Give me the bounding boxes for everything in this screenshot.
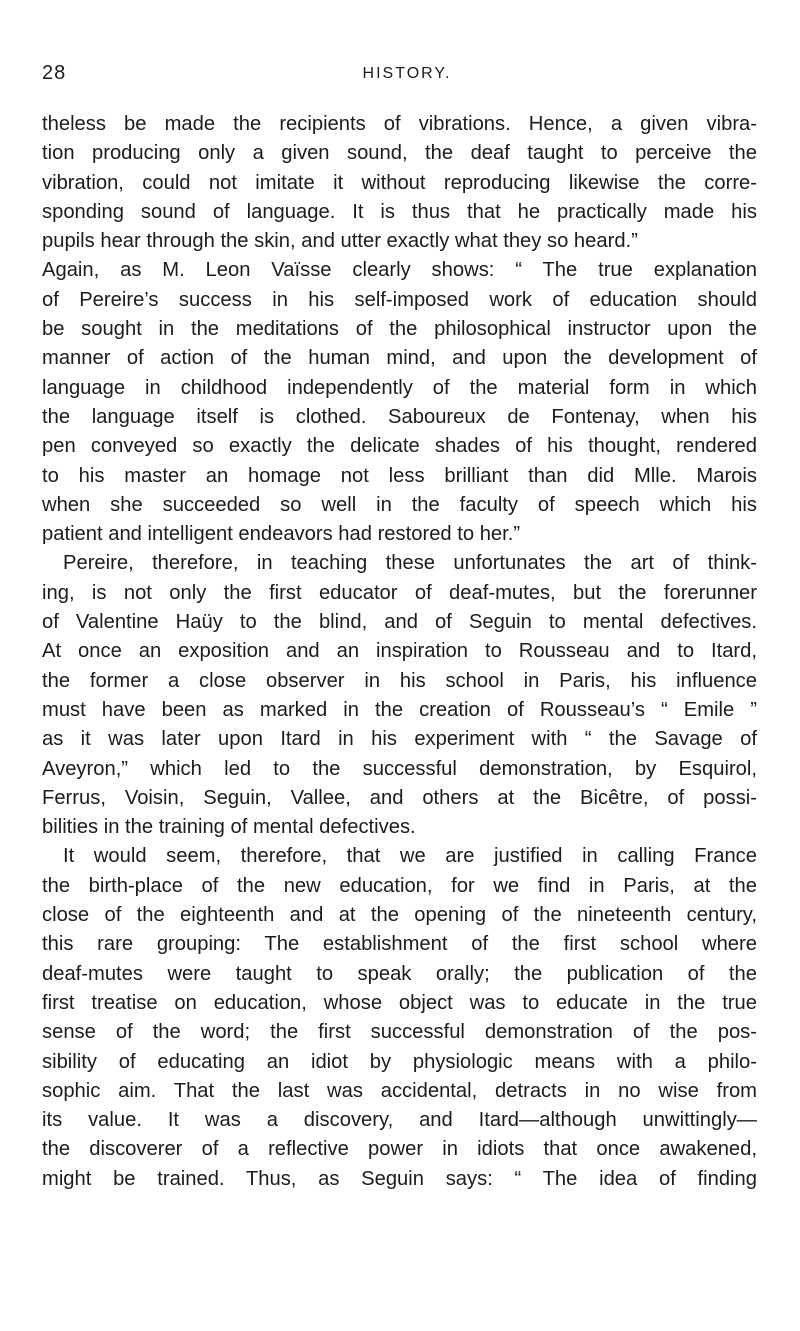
text-line: this rare grouping: The establishment of the first school where	[42, 933, 757, 956]
page-number: 28	[42, 62, 67, 84]
text-line: to his master an homage not less brilliant than did Mlle. Marois	[42, 464, 757, 487]
text-line: sibility of educating an idiot by physiologic means with a philo-	[42, 1050, 757, 1073]
text-line: first treatise on education, whose object was to educate in the true	[42, 991, 757, 1014]
text-line: the language itself is clothed. Saboureux de Fontenay, when his	[42, 405, 757, 428]
text-line: sense of the word; the first successful demonstration of the pos-	[42, 1021, 757, 1044]
text-line: the former a close observer in his school in Paris, his influence	[42, 669, 757, 692]
text-line: Aveyron,” which led to the successful demonstration, by Esquirol,	[42, 757, 757, 780]
running-head: HISTORY.	[362, 65, 452, 82]
text-line: be sought in the meditations of the philosophical instructor upon the	[42, 318, 757, 341]
text-line: Again, as M. Leon Vaïsse clearly shows: “ The true explanation	[42, 259, 757, 282]
text-line: Pereire, therefore, in teaching these unfortunates the art of think-	[63, 552, 757, 575]
text-line: of Pereire’s success in his self-imposed work of education should	[42, 288, 757, 311]
text-line: the discoverer of a reflective power in idiots that once awakened,	[42, 1138, 757, 1161]
text-line: theless be made the recipients of vibrations. Hence, a given vibra-	[42, 113, 757, 135]
text-line: the birth-place of the new education, for we find in Paris, at the	[42, 874, 757, 897]
text-line: ing, is not only the first educator of deaf-mutes, but the forerunner	[42, 581, 757, 604]
text-line: sophic aim. That the last was accidental, detracts in no wise from	[42, 1079, 757, 1102]
text-line: It would seem, therefore, that we are justified in calling France	[63, 845, 757, 868]
text-line: deaf-mutes were taught to speak orally; the publication of the	[42, 962, 757, 985]
text-line: of Valentine Haüy to the blind, and of Seguin to mental defectives.	[42, 611, 757, 634]
text-line: its value. It was a discovery, and Itard—although unwittingly—	[42, 1109, 757, 1132]
text-line: close of the eighteenth and at the opening of the nineteenth century,	[42, 904, 757, 927]
page-header	[42, 62, 742, 92]
text-line: vibration, could not imitate it without reproducing likewise the corre-	[42, 171, 757, 194]
text-line: when she succeeded so well in the faculty of speech which his	[42, 493, 757, 516]
text-line: as it was later upon Itard in his experiment with “ the Savage of	[42, 728, 757, 751]
text-line: must have been as marked in the creation of Rousseau’s “ Emile ”	[42, 698, 757, 721]
text-line: might be trained. Thus, as Seguin says: “ The idea of finding	[42, 1167, 757, 1190]
text-line: patient and intelligent endeavors had restored to her.”	[42, 523, 521, 546]
text-line: manner of action of the human mind, and upon the development of	[42, 347, 757, 370]
text-line: pen conveyed so exactly the delicate shades of his thought, rendered	[42, 435, 757, 458]
text-line: bilities in the training of mental defectives.	[42, 816, 416, 839]
text-line: language in childhood independently of the material form in which	[42, 376, 757, 399]
text-line: pupils hear through the skin, and utter exactly what they so heard.”	[42, 230, 638, 253]
body-text	[42, 110, 757, 1194]
text-line: sponding sound of language. It is thus that he practically made his	[42, 200, 757, 223]
text-line: At once an exposition and an inspiration to Rousseau and to Itard,	[42, 640, 757, 663]
text-line: tion producing only a given sound, the deaf taught to perceive the	[42, 142, 757, 165]
text-line: Ferrus, Voisin, Seguin, Vallee, and others at the Bicêtre, of possi-	[42, 786, 757, 809]
